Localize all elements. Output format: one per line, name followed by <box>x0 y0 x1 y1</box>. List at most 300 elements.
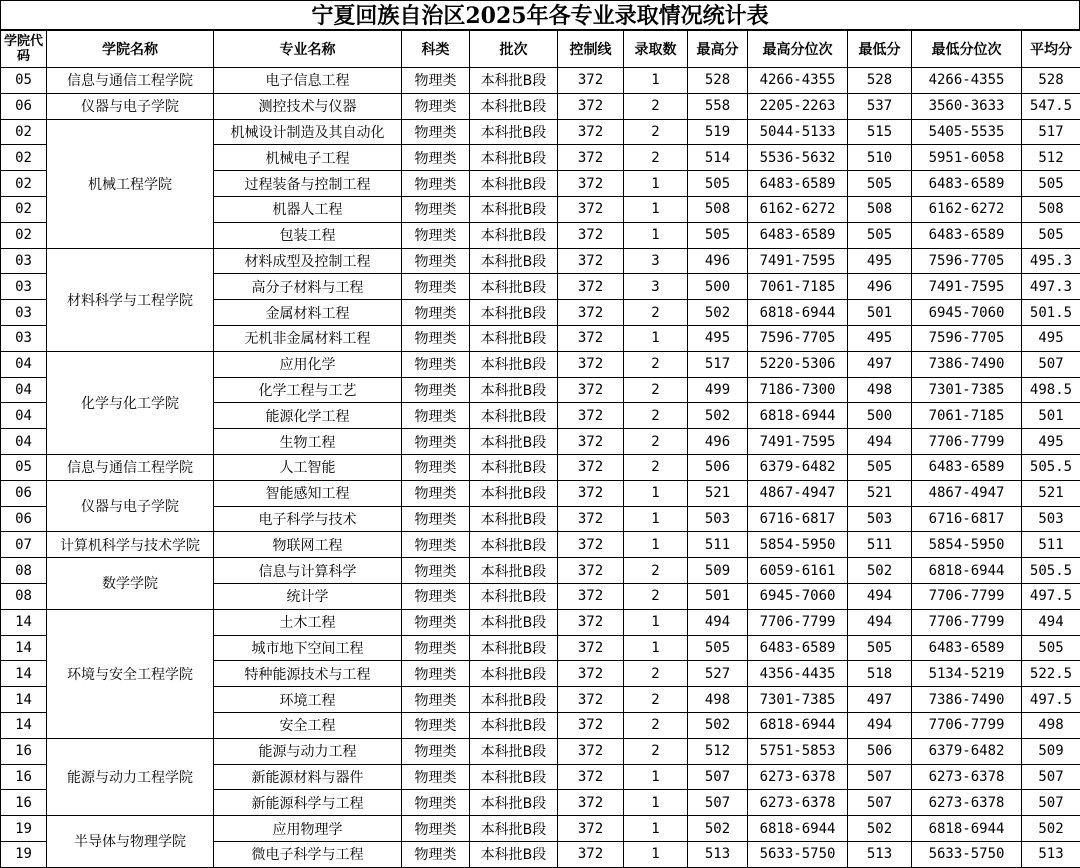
header-max-score: 最高分 <box>688 31 748 68</box>
cell-college-name: 仪器与电子学院 <box>47 480 214 532</box>
cell-college-code: 08 <box>1 583 47 609</box>
cell-subject: 物理类 <box>402 506 470 532</box>
cell-avg-score: 521 <box>1022 480 1080 506</box>
cell-batch: 本科批B段 <box>470 635 558 661</box>
cell-max-rank: 7491-7595 <box>748 248 848 274</box>
cell-batch: 本科批B段 <box>470 222 558 248</box>
cell-major-name: 物联网工程 <box>214 532 402 558</box>
cell-max-score: 505 <box>688 635 748 661</box>
cell-control-line: 372 <box>558 790 624 816</box>
cell-control-line: 372 <box>558 687 624 713</box>
cell-max-score: 501 <box>688 583 748 609</box>
cell-min-rank: 6945-7060 <box>912 300 1022 326</box>
cell-max-score: 517 <box>688 351 748 377</box>
cell-college-code: 14 <box>1 687 47 713</box>
cell-major-name: 城市地下空间工程 <box>214 635 402 661</box>
cell-control-line: 372 <box>558 351 624 377</box>
cell-min-rank: 7706-7799 <box>912 429 1022 455</box>
cell-batch: 本科批B段 <box>470 506 558 532</box>
cell-college-name: 环境与安全工程学院 <box>47 609 214 738</box>
cell-major-name: 智能感知工程 <box>214 480 402 506</box>
cell-subject: 物理类 <box>402 454 470 480</box>
cell-batch: 本科批B段 <box>470 274 558 300</box>
page-title: 宁夏回族自治区2025年各专业录取情况统计表 <box>0 0 1080 30</box>
cell-min-score: 495 <box>848 248 912 274</box>
cell-max-score: 527 <box>688 661 748 687</box>
cell-admitted-count: 1 <box>624 171 688 197</box>
cell-major-name: 化学工程与工艺 <box>214 377 402 403</box>
cell-min-score: 518 <box>848 661 912 687</box>
cell-admitted-count: 2 <box>624 93 688 119</box>
cell-max-rank: 6716-6817 <box>748 506 848 532</box>
cell-avg-score: 501.5 <box>1022 300 1080 326</box>
table-row <box>1 480 1080 506</box>
cell-min-rank: 7386-7490 <box>912 687 1022 713</box>
cell-admitted-count: 2 <box>624 712 688 738</box>
cell-college-name: 信息与通信工程学院 <box>47 68 214 94</box>
cell-avg-score: 495 <box>1022 429 1080 455</box>
cell-control-line: 372 <box>558 377 624 403</box>
cell-college-code: 14 <box>1 635 47 661</box>
cell-min-score: 505 <box>848 222 912 248</box>
cell-major-name: 材料成型及控制工程 <box>214 248 402 274</box>
cell-avg-score: 507 <box>1022 351 1080 377</box>
cell-college-code: 14 <box>1 609 47 635</box>
cell-college-code: 05 <box>1 454 47 480</box>
cell-min-score: 508 <box>848 196 912 222</box>
cell-control-line: 372 <box>558 480 624 506</box>
cell-max-score: 519 <box>688 119 748 145</box>
cell-min-score: 510 <box>848 145 912 171</box>
cell-admitted-count: 2 <box>624 300 688 326</box>
cell-batch: 本科批B段 <box>470 454 558 480</box>
cell-college-name: 机械工程学院 <box>47 119 214 248</box>
cell-subject: 物理类 <box>402 687 470 713</box>
cell-college-code: 03 <box>1 274 47 300</box>
cell-major-name: 生物工程 <box>214 429 402 455</box>
cell-major-name: 统计学 <box>214 583 402 609</box>
cell-avg-score: 517 <box>1022 119 1080 145</box>
cell-control-line: 372 <box>558 583 624 609</box>
cell-admitted-count: 1 <box>624 222 688 248</box>
cell-subject: 物理类 <box>402 480 470 506</box>
cell-max-rank: 6818-6944 <box>748 300 848 326</box>
cell-admitted-count: 2 <box>624 583 688 609</box>
cell-batch: 本科批B段 <box>470 403 558 429</box>
cell-avg-score: 547.5 <box>1022 93 1080 119</box>
cell-subject: 物理类 <box>402 351 470 377</box>
cell-subject: 物理类 <box>402 145 470 171</box>
cell-batch: 本科批B段 <box>470 300 558 326</box>
cell-max-rank: 6945-7060 <box>748 583 848 609</box>
cell-control-line: 372 <box>558 738 624 764</box>
cell-subject: 物理类 <box>402 764 470 790</box>
cell-control-line: 372 <box>558 841 624 867</box>
cell-min-rank: 7706-7799 <box>912 609 1022 635</box>
cell-college-code: 02 <box>1 196 47 222</box>
cell-college-code: 02 <box>1 119 47 145</box>
cell-control-line: 372 <box>558 816 624 842</box>
cell-major-name: 机械电子工程 <box>214 145 402 171</box>
cell-subject: 物理类 <box>402 171 470 197</box>
cell-subject: 物理类 <box>402 558 470 584</box>
cell-avg-score: 495.3 <box>1022 248 1080 274</box>
cell-max-score: 494 <box>688 609 748 635</box>
cell-batch: 本科批B段 <box>470 145 558 171</box>
header-code: 学院代码 <box>1 31 47 68</box>
cell-college-code: 05 <box>1 68 47 94</box>
cell-avg-score: 505 <box>1022 635 1080 661</box>
cell-avg-score: 505 <box>1022 171 1080 197</box>
cell-min-rank: 4867-4947 <box>912 480 1022 506</box>
cell-batch: 本科批B段 <box>470 429 558 455</box>
cell-min-score: 494 <box>848 609 912 635</box>
cell-batch: 本科批B段 <box>470 93 558 119</box>
cell-min-rank: 7386-7490 <box>912 351 1022 377</box>
cell-control-line: 372 <box>558 429 624 455</box>
cell-batch: 本科批B段 <box>470 68 558 94</box>
cell-admitted-count: 1 <box>624 609 688 635</box>
table-row <box>1 738 1080 764</box>
cell-min-score: 507 <box>848 790 912 816</box>
cell-admitted-count: 1 <box>624 196 688 222</box>
cell-subject: 物理类 <box>402 583 470 609</box>
cell-control-line: 372 <box>558 506 624 532</box>
cell-avg-score: 494 <box>1022 609 1080 635</box>
cell-admitted-count: 1 <box>624 816 688 842</box>
cell-college-code: 16 <box>1 738 47 764</box>
cell-major-name: 包装工程 <box>214 222 402 248</box>
cell-subject: 物理类 <box>402 532 470 558</box>
cell-max-rank: 6818-6944 <box>748 712 848 738</box>
header-max-rank: 最高分位次 <box>748 31 848 68</box>
cell-max-score: 558 <box>688 93 748 119</box>
cell-min-rank: 6273-6378 <box>912 764 1022 790</box>
cell-min-rank: 6483-6589 <box>912 635 1022 661</box>
cell-subject: 物理类 <box>402 635 470 661</box>
cell-avg-score: 509 <box>1022 738 1080 764</box>
cell-max-rank: 6483-6589 <box>748 222 848 248</box>
table-row <box>1 248 1080 274</box>
cell-college-code: 08 <box>1 558 47 584</box>
cell-min-rank: 4266-4355 <box>912 68 1022 94</box>
cell-max-rank: 6483-6589 <box>748 635 848 661</box>
cell-avg-score: 495 <box>1022 325 1080 351</box>
cell-major-name: 能源化学工程 <box>214 403 402 429</box>
cell-batch: 本科批B段 <box>470 712 558 738</box>
cell-max-rank: 7186-7300 <box>748 377 848 403</box>
cell-batch: 本科批B段 <box>470 119 558 145</box>
table-row <box>1 609 1080 635</box>
cell-max-score: 502 <box>688 816 748 842</box>
cell-min-score: 494 <box>848 429 912 455</box>
cell-min-rank: 5633-5750 <box>912 841 1022 867</box>
cell-max-rank: 7491-7595 <box>748 429 848 455</box>
table-body <box>1 68 1080 868</box>
cell-major-name: 新能源科学与工程 <box>214 790 402 816</box>
cell-control-line: 372 <box>558 454 624 480</box>
cell-college-code: 03 <box>1 300 47 326</box>
cell-admitted-count: 2 <box>624 687 688 713</box>
cell-subject: 物理类 <box>402 222 470 248</box>
cell-min-rank: 6716-6817 <box>912 506 1022 532</box>
cell-subject: 物理类 <box>402 196 470 222</box>
cell-admitted-count: 2 <box>624 661 688 687</box>
cell-min-score: 537 <box>848 93 912 119</box>
cell-control-line: 372 <box>558 300 624 326</box>
cell-subject: 物理类 <box>402 429 470 455</box>
cell-batch: 本科批B段 <box>470 738 558 764</box>
cell-batch: 本科批B段 <box>470 171 558 197</box>
cell-college-code: 14 <box>1 712 47 738</box>
cell-min-rank: 7061-7185 <box>912 403 1022 429</box>
cell-college-code: 04 <box>1 429 47 455</box>
cell-batch: 本科批B段 <box>470 687 558 713</box>
cell-subject: 物理类 <box>402 119 470 145</box>
cell-batch: 本科批B段 <box>470 841 558 867</box>
cell-max-score: 509 <box>688 558 748 584</box>
cell-college-code: 03 <box>1 325 47 351</box>
cell-min-score: 502 <box>848 558 912 584</box>
cell-admitted-count: 2 <box>624 145 688 171</box>
cell-avg-score: 501 <box>1022 403 1080 429</box>
cell-college-name: 信息与通信工程学院 <box>47 454 214 480</box>
cell-batch: 本科批B段 <box>470 196 558 222</box>
cell-min-rank: 6483-6589 <box>912 171 1022 197</box>
cell-max-rank: 4867-4947 <box>748 480 848 506</box>
cell-control-line: 372 <box>558 635 624 661</box>
cell-max-score: 498 <box>688 687 748 713</box>
cell-min-rank: 7706-7799 <box>912 712 1022 738</box>
cell-max-rank: 7301-7385 <box>748 687 848 713</box>
cell-max-score: 508 <box>688 196 748 222</box>
admission-table <box>0 30 1080 868</box>
cell-max-rank: 6379-6482 <box>748 454 848 480</box>
cell-max-score: 503 <box>688 506 748 532</box>
cell-major-name: 无机非金属材料工程 <box>214 325 402 351</box>
cell-college-code: 06 <box>1 506 47 532</box>
cell-min-rank: 6818-6944 <box>912 816 1022 842</box>
cell-batch: 本科批B段 <box>470 764 558 790</box>
cell-batch: 本科批B段 <box>470 558 558 584</box>
cell-college-code: 07 <box>1 532 47 558</box>
cell-admitted-count: 1 <box>624 506 688 532</box>
cell-admitted-count: 2 <box>624 558 688 584</box>
cell-min-score: 506 <box>848 738 912 764</box>
cell-max-rank: 6818-6944 <box>748 816 848 842</box>
cell-major-name: 特种能源技术与工程 <box>214 661 402 687</box>
table-row <box>1 532 1080 558</box>
cell-college-name: 数学学院 <box>47 558 214 610</box>
cell-min-score: 498 <box>848 377 912 403</box>
cell-min-score: 521 <box>848 480 912 506</box>
cell-avg-score: 502 <box>1022 816 1080 842</box>
cell-college-name: 计算机科学与技术学院 <box>47 532 214 558</box>
cell-avg-score: 512 <box>1022 145 1080 171</box>
cell-min-rank: 3560-3633 <box>912 93 1022 119</box>
cell-max-rank: 5854-5950 <box>748 532 848 558</box>
table-row <box>1 68 1080 94</box>
cell-max-score: 507 <box>688 764 748 790</box>
cell-min-score: 503 <box>848 506 912 532</box>
cell-major-name: 信息与计算科学 <box>214 558 402 584</box>
cell-max-rank: 5220-5306 <box>748 351 848 377</box>
cell-subject: 物理类 <box>402 712 470 738</box>
cell-subject: 物理类 <box>402 248 470 274</box>
cell-control-line: 372 <box>558 274 624 300</box>
cell-max-score: 502 <box>688 403 748 429</box>
cell-max-score: 496 <box>688 429 748 455</box>
cell-control-line: 372 <box>558 325 624 351</box>
cell-batch: 本科批B段 <box>470 661 558 687</box>
cell-max-score: 506 <box>688 454 748 480</box>
cell-max-score: 499 <box>688 377 748 403</box>
cell-max-rank: 7061-7185 <box>748 274 848 300</box>
cell-max-rank: 7706-7799 <box>748 609 848 635</box>
cell-major-name: 人工智能 <box>214 454 402 480</box>
cell-avg-score: 528 <box>1022 68 1080 94</box>
cell-min-score: 497 <box>848 687 912 713</box>
table-row <box>1 351 1080 377</box>
cell-min-rank: 6818-6944 <box>912 558 1022 584</box>
cell-control-line: 372 <box>558 248 624 274</box>
cell-min-score: 494 <box>848 583 912 609</box>
cell-max-rank: 2205-2263 <box>748 93 848 119</box>
cell-avg-score: 505.5 <box>1022 558 1080 584</box>
cell-major-name: 过程装备与控制工程 <box>214 171 402 197</box>
cell-subject: 物理类 <box>402 68 470 94</box>
cell-max-rank: 6059-6161 <box>748 558 848 584</box>
cell-min-rank: 7706-7799 <box>912 583 1022 609</box>
cell-min-rank: 5854-5950 <box>912 532 1022 558</box>
cell-major-name: 机械设计制造及其自动化 <box>214 119 402 145</box>
cell-control-line: 372 <box>558 403 624 429</box>
cell-avg-score: 511 <box>1022 532 1080 558</box>
cell-admitted-count: 2 <box>624 377 688 403</box>
cell-avg-score: 498 <box>1022 712 1080 738</box>
cell-major-name: 测控技术与仪器 <box>214 93 402 119</box>
cell-major-name: 应用物理学 <box>214 816 402 842</box>
cell-subject: 物理类 <box>402 790 470 816</box>
header-subject: 科类 <box>402 31 470 68</box>
header-row <box>1 31 1080 68</box>
cell-admitted-count: 1 <box>624 790 688 816</box>
cell-subject: 物理类 <box>402 325 470 351</box>
header-min-score: 最低分 <box>848 31 912 68</box>
cell-admitted-count: 1 <box>624 764 688 790</box>
table-row <box>1 816 1080 842</box>
cell-subject: 物理类 <box>402 609 470 635</box>
cell-max-rank: 4356-4435 <box>748 661 848 687</box>
cell-batch: 本科批B段 <box>470 377 558 403</box>
cell-control-line: 372 <box>558 712 624 738</box>
cell-admitted-count: 1 <box>624 532 688 558</box>
cell-control-line: 372 <box>558 558 624 584</box>
cell-max-score: 528 <box>688 68 748 94</box>
cell-major-name: 环境工程 <box>214 687 402 713</box>
cell-control-line: 372 <box>558 145 624 171</box>
cell-subject: 物理类 <box>402 377 470 403</box>
header-college: 学院名称 <box>47 31 214 68</box>
cell-min-score: 502 <box>848 816 912 842</box>
cell-subject: 物理类 <box>402 300 470 326</box>
cell-control-line: 372 <box>558 196 624 222</box>
cell-college-code: 16 <box>1 790 47 816</box>
cell-batch: 本科批B段 <box>470 816 558 842</box>
cell-major-name: 机器人工程 <box>214 196 402 222</box>
cell-admitted-count: 1 <box>624 480 688 506</box>
cell-control-line: 372 <box>558 119 624 145</box>
cell-batch: 本科批B段 <box>470 325 558 351</box>
cell-min-rank: 7596-7705 <box>912 325 1022 351</box>
cell-admitted-count: 3 <box>624 248 688 274</box>
cell-avg-score: 498.5 <box>1022 377 1080 403</box>
cell-max-score: 496 <box>688 248 748 274</box>
cell-min-rank: 7491-7595 <box>912 274 1022 300</box>
header-avg-score: 平均分 <box>1022 31 1080 68</box>
cell-admitted-count: 2 <box>624 429 688 455</box>
cell-min-score: 507 <box>848 764 912 790</box>
cell-control-line: 372 <box>558 661 624 687</box>
cell-major-name: 应用化学 <box>214 351 402 377</box>
cell-min-score: 505 <box>848 635 912 661</box>
header-batch: 批次 <box>470 31 558 68</box>
cell-major-name: 土木工程 <box>214 609 402 635</box>
cell-min-score: 511 <box>848 532 912 558</box>
cell-admitted-count: 1 <box>624 841 688 867</box>
cell-control-line: 372 <box>558 171 624 197</box>
cell-min-score: 500 <box>848 403 912 429</box>
cell-avg-score: 513 <box>1022 841 1080 867</box>
cell-max-score: 495 <box>688 325 748 351</box>
cell-major-name: 新能源材料与器件 <box>214 764 402 790</box>
cell-max-rank: 5633-5750 <box>748 841 848 867</box>
cell-min-rank: 6379-6482 <box>912 738 1022 764</box>
cell-subject: 物理类 <box>402 274 470 300</box>
cell-max-rank: 6483-6589 <box>748 171 848 197</box>
cell-batch: 本科批B段 <box>470 790 558 816</box>
cell-max-score: 511 <box>688 532 748 558</box>
cell-college-name: 仪器与电子学院 <box>47 93 214 119</box>
cell-subject: 物理类 <box>402 661 470 687</box>
cell-batch: 本科批B段 <box>470 532 558 558</box>
cell-min-score: 495 <box>848 325 912 351</box>
cell-min-score: 494 <box>848 712 912 738</box>
cell-min-score: 528 <box>848 68 912 94</box>
cell-admitted-count: 1 <box>624 325 688 351</box>
cell-min-score: 515 <box>848 119 912 145</box>
cell-admitted-count: 3 <box>624 274 688 300</box>
cell-college-code: 04 <box>1 403 47 429</box>
cell-admitted-count: 1 <box>624 635 688 661</box>
cell-min-rank: 6483-6589 <box>912 222 1022 248</box>
cell-min-rank: 6273-6378 <box>912 790 1022 816</box>
cell-max-rank: 5751-5853 <box>748 738 848 764</box>
cell-major-name: 电子科学与技术 <box>214 506 402 532</box>
cell-min-rank: 7301-7385 <box>912 377 1022 403</box>
cell-min-rank: 6162-6272 <box>912 196 1022 222</box>
cell-avg-score: 505 <box>1022 222 1080 248</box>
cell-max-rank: 5044-5133 <box>748 119 848 145</box>
cell-subject: 物理类 <box>402 841 470 867</box>
cell-control-line: 372 <box>558 532 624 558</box>
cell-major-name: 电子信息工程 <box>214 68 402 94</box>
cell-min-rank: 7596-7705 <box>912 248 1022 274</box>
cell-control-line: 372 <box>558 609 624 635</box>
cell-batch: 本科批B段 <box>470 583 558 609</box>
cell-college-code: 02 <box>1 222 47 248</box>
cell-max-score: 514 <box>688 145 748 171</box>
